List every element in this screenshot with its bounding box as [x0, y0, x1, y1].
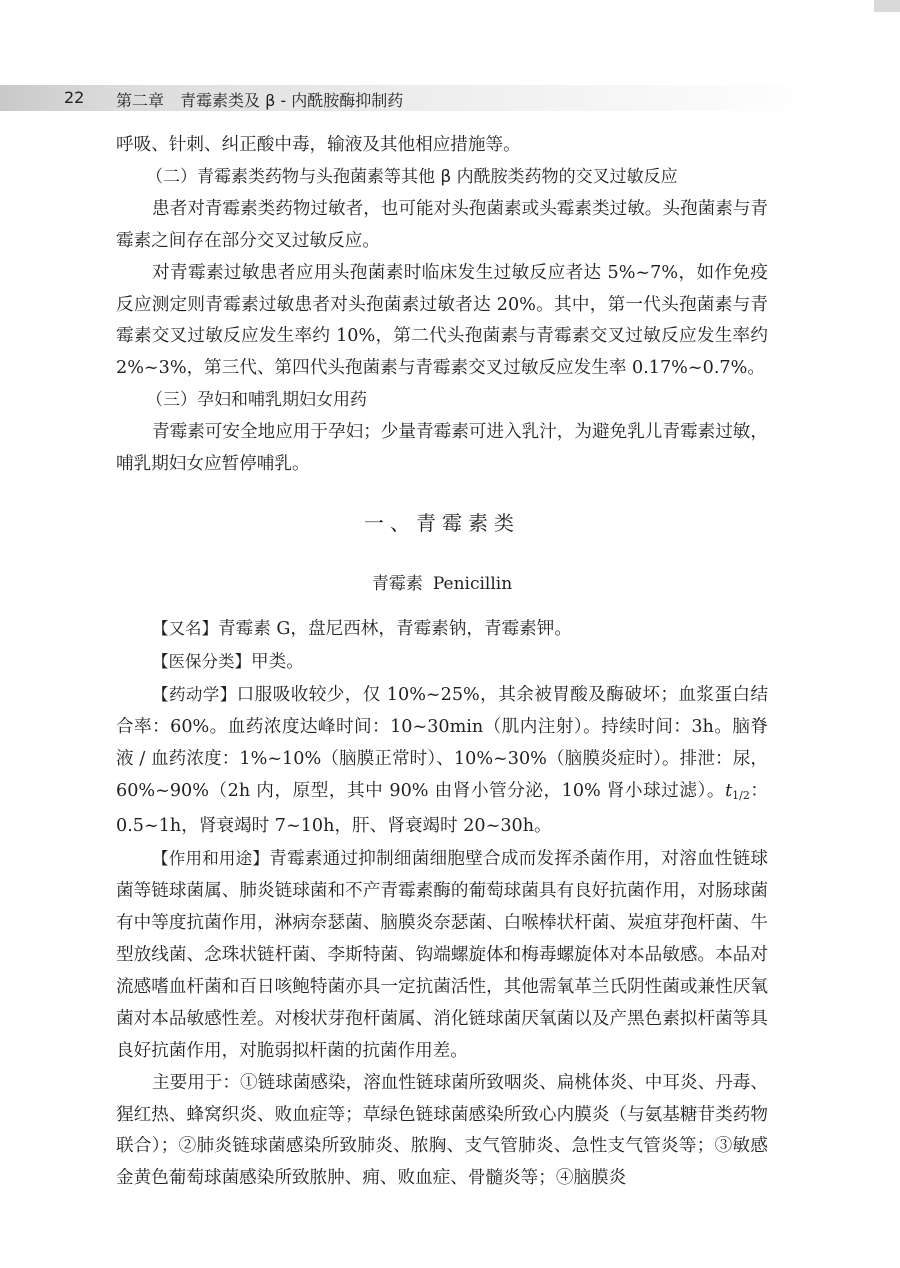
pharmacokinetics-entry	[116, 679, 768, 844]
page-body	[116, 130, 768, 1195]
paragraph: 对青霉素过敏患者应用头孢菌素时临床发生过敏反应者达 5%~7%，如作免疫反应测定则青霉素过敏患者对头孢菌素过敏者达 20%。其中，第一代头孢菌素与青霉素交叉过敏反应发生率约 10%，第二代头孢菌素与青霉素交叉过敏反应发生率约 2%~3%，第三代、第四代头孢菌素与青霉素交叉过敏反应发生率 0.17%~0.7%。	[116, 262, 768, 379]
section-title: 一、青霉素类	[364, 510, 520, 535]
drug-name-cn: 青霉素	[371, 573, 423, 594]
page-number: 22	[64, 88, 85, 107]
chapter-title: 第二章 青霉素类及 β - 内酰胺酶抑制药	[116, 91, 404, 110]
drug-name-en: Penicillin	[432, 573, 513, 594]
corner-mark	[874, 0, 900, 12]
half-life-symbol	[725, 781, 750, 801]
pharmacokinetics-label: 【 药动学 】	[152, 685, 237, 704]
insurance-label: 【 医保分类 】	[152, 652, 251, 671]
half-life-subscript: 1/2	[732, 788, 750, 802]
paragraph: 呼吸、针刺、纠正酸中毒，输液及其他相应措施等。	[116, 135, 521, 155]
half-life-text: ：0.5~1h，肾衰竭时 7~10h，肝、肾衰竭时 20~30h。	[116, 780, 768, 837]
alias-label: 【 又名 】	[152, 619, 218, 638]
subsection-heading: （三）孕妇和哺乳期妇女用药	[146, 390, 367, 411]
action-use-entry	[116, 843, 768, 1067]
drug-title	[116, 567, 768, 601]
half-life-t: t	[725, 780, 733, 801]
main-use-paragraph: 主要用于：①链球菌感染，溶血性链球菌所致咽炎、扁桃体炎、中耳炎、丹毒、猩红热、蜂窝织炎、败血症等；草绿色链球菌感染所致心内膜炎（与氨基糖苷类药物联合）；②肺炎链球菌感染所致肺炎、脓胸、支气管肺炎、急性支气管炎等；③敏感金黄色葡萄球菌感染所致脓肿、痈、败血症、骨髓炎等；④脑膜炎	[116, 1072, 768, 1189]
paragraph: 患者对青霉素类药物过敏者，也可能对头孢菌素或头霉素类过敏。头孢菌素与青霉素之间存在部分交叉过敏反应。	[116, 198, 768, 251]
action-use-text: 青霉素通过抑制细菌细胞壁合成而发挥杀菌作用，对溶血性链球菌等链球菌属、肺炎链球菌和不产青霉素酶的葡萄球菌具有良好抗菌作用，对肠球菌有中等度抗菌作用，淋病奈瑟菌、脑膜炎奈瑟菌、白喉棒状杆菌、炭疽芽孢杆菌、牛型放线菌、念珠状链杆菌、李斯特菌、钩端螺旋体和梅毒螺旋体对本品敏感。本品对流感嗜血杆菌和百日咳鲍特菌亦具一定抗菌活性，其他需氧革兰氏阴性菌或兼性厌氧菌对本品敏感性差。对梭状芽孢杆菌属、消化链球菌厌氧菌以及产黑色素拟杆菌等具良好抗菌作用，对脆弱拟杆菌的抗菌作用差。	[116, 849, 768, 1061]
pharmacokinetics-text: 口服吸收较少，仅 10%~25%，其余被胃酸及酶破坏；血浆蛋白结合率：60%。血药浓度达峰时间：10~30min（肌内注射）。持续时间：3h。脑脊液 / 血药浓度：1%~10%（脑膜正常时）、10%~30%（脑膜炎症时）。排泄：尿，60%~90%（2h 内，原型，其中 90% 由肾小管分泌，10% 肾小球过滤）。	[116, 684, 769, 801]
insurance-entry	[116, 646, 768, 679]
running-header	[0, 85, 900, 111]
action-use-label: 【 作用和用途 】	[152, 849, 269, 868]
paragraph: 青霉素可安全地应用于孕妇；少量青霉素可进入乳汁，为避免乳儿青霉素过敏，哺乳期妇女应暂停哺乳。	[116, 422, 768, 475]
alias-entry	[116, 613, 768, 646]
insurance-text: 甲类。	[251, 651, 304, 672]
alias-text: 青霉素 G，盘尼西林，青霉素钠，青霉素钾。	[218, 618, 572, 639]
subsection-heading: （二）青霉素类药物与头孢菌素等其他 β 内酰胺类药物的交叉过敏反应	[146, 166, 678, 187]
